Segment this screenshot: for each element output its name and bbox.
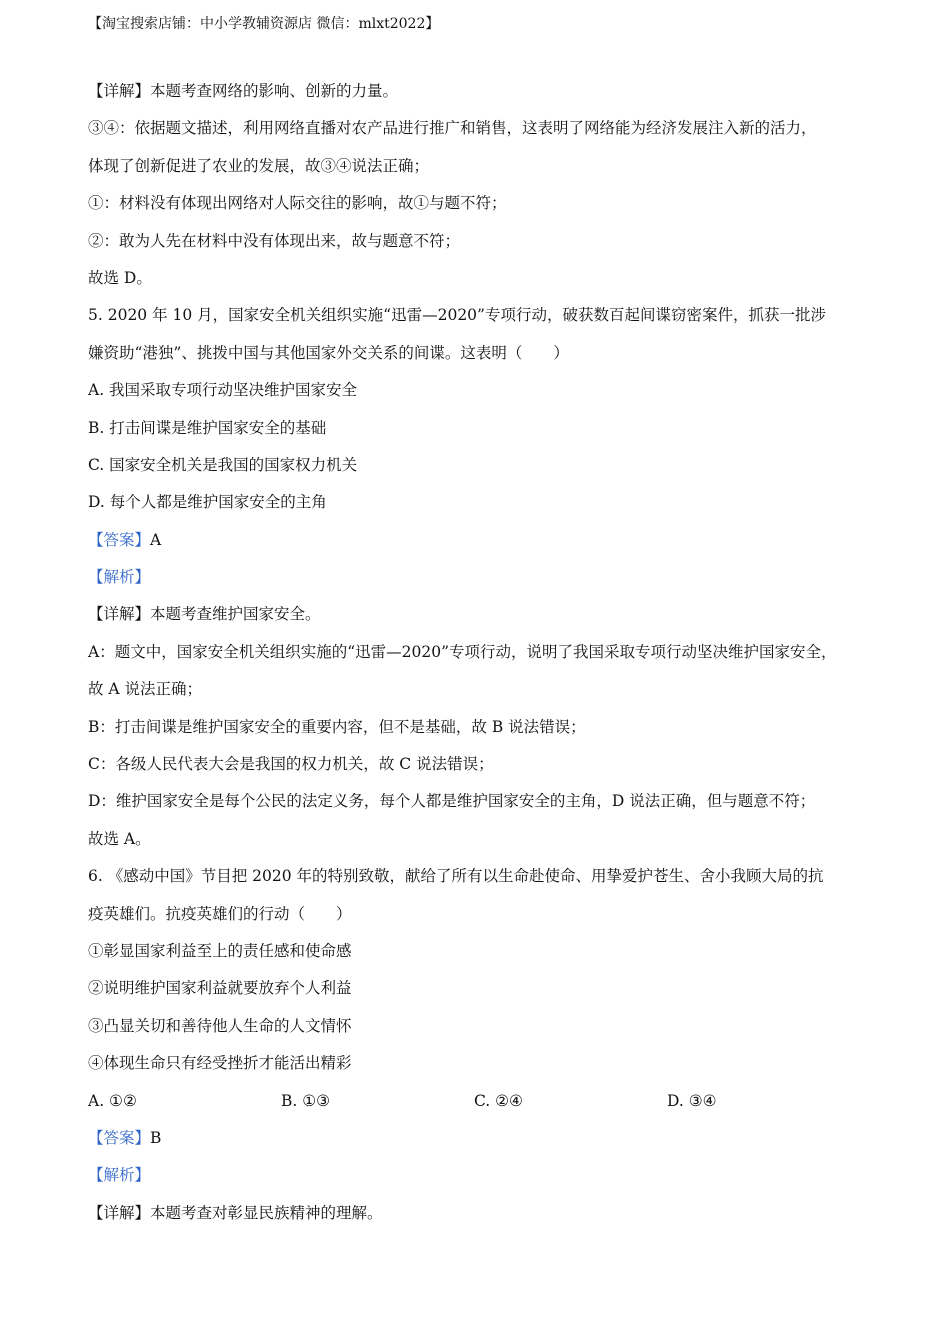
line-text: 故 A 说法正确； <box>88 680 203 699</box>
text-line <box>88 783 868 820</box>
line-text: A. 我国采取专项行动坚决维护国家安全 <box>88 381 358 400</box>
section-marker: 【解析】 <box>88 1166 151 1185</box>
text-line <box>88 1120 868 1157</box>
line-text: ②：敢为人先在材料中没有体现出来，故与题意不符； <box>88 231 461 250</box>
text-lines-tail <box>88 1120 868 1232</box>
line-text: 疫英雄们。抗疫英雄们的行动（ ） <box>88 904 352 923</box>
line-text: C. 国家安全机关是我国的国家权力机关 <box>88 455 358 474</box>
text-line <box>88 484 868 521</box>
line-text: 【详解】本题考查对彰显民族精神的理解。 <box>88 1203 383 1222</box>
line-text: 【详解】本题考查维护国家安全。 <box>88 605 321 624</box>
line-text: C：各级人民代表大会是我国的权力机关，故 C 说法错误； <box>88 755 494 774</box>
line-text: 故选 D。 <box>88 268 152 287</box>
line-text: ①彰显国家利益至上的责任感和使命感 <box>88 941 352 960</box>
text-line <box>88 297 868 334</box>
line-text: ③凸显关切和善待他人生命的人文情怀 <box>88 1016 352 1035</box>
option-b: B. ①③ <box>281 1091 331 1110</box>
line-text: D：维护国家安全是每个公民的法定义务，每个人都是维护国家安全的主角，D 说法正确，但与题意不符； <box>88 792 816 811</box>
text-line <box>88 372 868 409</box>
text-line <box>88 185 868 222</box>
option-c: C. ②④ <box>474 1091 523 1110</box>
line-text: ①：材料没有体现出网络对人际交往的影响，故①与题不符； <box>88 194 507 213</box>
text-line <box>88 1157 868 1194</box>
line-text: 体现了创新促进了农业的发展，故③④说法正确； <box>88 156 430 175</box>
section-marker: 【解析】 <box>88 568 151 587</box>
line-text: A：题文中，国家安全机关组织实施的“迅雷—2020”专项行动，说明了我国采取专项行动坚决维护国家安全， <box>88 642 837 661</box>
text-line <box>88 260 868 297</box>
text-line <box>88 821 868 858</box>
text-line <box>88 335 868 372</box>
text-line <box>88 110 868 147</box>
document-body <box>88 73 868 1232</box>
answer-value: A <box>150 530 162 549</box>
text-line <box>88 896 868 933</box>
section-marker: 【答案】 <box>88 1128 151 1147</box>
text-line <box>88 223 868 260</box>
text-line <box>88 596 868 633</box>
page-header: 【淘宝搜索店铺：中小学教辅资源店 微信：mlxt2022】 <box>88 16 440 32</box>
text-line <box>88 522 868 559</box>
text-line <box>88 1195 868 1232</box>
text-line <box>88 970 868 1007</box>
section-marker: 【答案】 <box>88 530 151 549</box>
line-text: 嫌资助“港独”、挑拨中国与其他国家外交关系的间谍。这表明（ ） <box>88 343 569 362</box>
text-line <box>88 634 868 671</box>
line-text: ③④：依据题文描述，利用网络直播对农产品进行推广和销售，这表明了网络能为经济发展注入新的活力， <box>88 119 817 138</box>
text-line <box>88 858 868 895</box>
text-line <box>88 148 868 185</box>
answer-value: B <box>150 1128 162 1147</box>
text-line <box>88 410 868 447</box>
q6-options <box>88 1083 868 1120</box>
line-text: 6. 《感动中国》节目把 2020 年的特别致敬，献给了所有以生命赴使命、用挚爱护苍生、舍小我顾大局的抗 <box>88 867 824 886</box>
line-text: D. 每个人都是维护国家安全的主角 <box>88 493 327 512</box>
text-line <box>88 447 868 484</box>
option-a: A. ①② <box>88 1091 137 1110</box>
line-text: ②说明维护国家利益就要放弃个人利益 <box>88 979 352 998</box>
line-text: B：打击间谍是维护国家安全的重要内容，但不是基础，故 B 说法错误； <box>88 717 586 736</box>
line-text: ④体现生命只有经受挫折才能活出精彩 <box>88 1054 352 1073</box>
option-d: D. ③④ <box>667 1091 717 1110</box>
text-lines <box>88 73 868 1083</box>
line-text: 【详解】本题考查网络的影响、创新的力量。 <box>88 82 399 100</box>
text-line <box>88 746 868 783</box>
text-line <box>88 709 868 746</box>
text-line <box>88 73 868 110</box>
text-line <box>88 559 868 596</box>
line-text: 5. 2020 年 10 月，国家安全机关组织实施“迅雷—2020”专项行动，破获数百起间谍窃密案件，抓获一批涉 <box>88 306 826 325</box>
text-line <box>88 1045 868 1082</box>
text-line <box>88 1008 868 1045</box>
text-line <box>88 671 868 708</box>
line-text: B. 打击间谍是维护国家安全的基础 <box>88 418 327 437</box>
line-text: 故选 A。 <box>88 829 151 848</box>
text-line <box>88 933 868 970</box>
